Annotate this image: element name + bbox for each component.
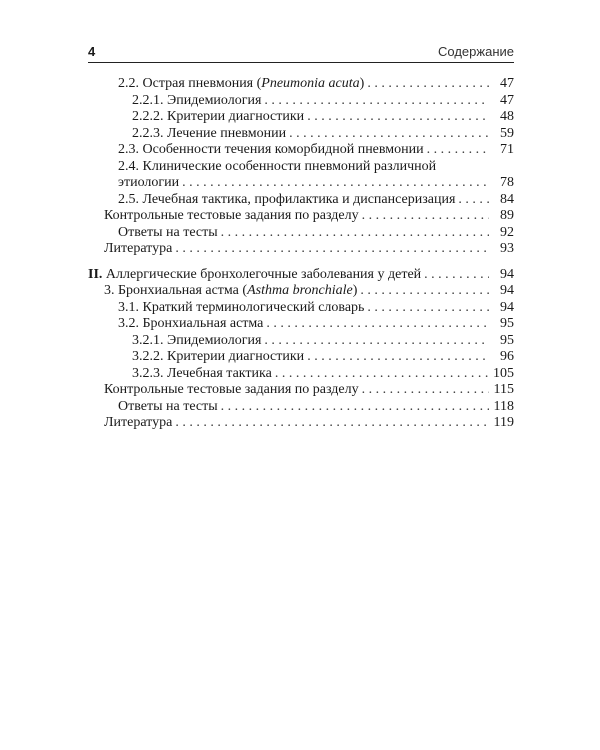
toc-entry-label: 3.2.3. Лечебная тактика: [132, 365, 272, 381]
toc-page-number: 119: [493, 415, 514, 430]
toc-page-number: 93: [500, 241, 514, 256]
toc-page-number: 71: [500, 142, 514, 157]
toc-leader-dots: [289, 126, 489, 143]
toc-entry-label: Контрольные тестовые задания по разделу: [104, 208, 359, 223]
toc-page-number: 96: [500, 349, 514, 364]
toc-leader-dots: [424, 267, 489, 284]
toc-leader-dots: [221, 399, 489, 416]
chapter-number: II.: [88, 266, 103, 282]
toc-page-number: 78: [500, 175, 514, 190]
toc-entry-label: этиологии: [118, 175, 180, 190]
toc-leader-dots: [175, 241, 489, 258]
toc-page-number: 105: [493, 365, 514, 381]
toc-leader-dots: [266, 316, 489, 333]
toc-page-number: 94: [500, 266, 514, 282]
toc-entry-label: Контрольные тестовые задания по разделу: [104, 382, 359, 397]
toc-entry-chapter[interactable]: [88, 267, 514, 284]
toc-entry-label: 3.2.2. Критерии диагностики: [132, 349, 305, 364]
toc-entry[interactable]: [88, 283, 514, 300]
toc-leader-dots: [264, 93, 489, 110]
toc-page-number: 94: [500, 283, 514, 298]
toc-entry[interactable]: [88, 76, 514, 93]
toc-leader-dots: [182, 175, 489, 192]
toc-entry[interactable]: [88, 142, 514, 159]
toc-entry-label: 3.1. Краткий терминологический словарь: [118, 299, 365, 315]
toc-entry[interactable]: [88, 349, 514, 366]
toc-page-number: 94: [500, 299, 514, 315]
toc-leader-dots: [427, 142, 489, 159]
toc-page-number: 84: [500, 191, 514, 207]
table-of-contents: [88, 76, 514, 432]
toc-entry-label: Ответы на тесты: [118, 398, 218, 414]
toc-page-number: 59: [500, 125, 514, 141]
toc-entry-label: 2.3. Особенности течения коморбидной пневмонии: [118, 142, 424, 157]
toc-page-number: 47: [500, 92, 514, 108]
toc-entry[interactable]: [88, 159, 514, 176]
toc-entry[interactable]: [88, 241, 514, 258]
toc-entry[interactable]: [88, 333, 514, 350]
toc-entry[interactable]: [88, 192, 514, 209]
toc-entry[interactable]: [88, 225, 514, 242]
toc-leader-dots: [275, 366, 489, 383]
toc-entry-label: 3. Бронхиальная астма (Asthma bronchiale): [104, 283, 358, 298]
toc-page-number: 47: [500, 76, 514, 91]
toc-leader-dots: [264, 333, 489, 350]
toc-entry[interactable]: [88, 93, 514, 110]
toc-entry[interactable]: [88, 300, 514, 317]
toc-leader-dots: [362, 382, 489, 399]
toc-page-number: 89: [500, 208, 514, 223]
toc-leader-dots: [307, 109, 489, 126]
toc-entry[interactable]: [88, 399, 514, 416]
toc-leader-dots: [360, 283, 489, 300]
toc-leader-dots: [458, 192, 489, 209]
toc-entry-label: II. Аллергические бронхолегочные заболевания у детей: [88, 266, 422, 282]
toc-entry-label: 2.2. Острая пневмония (Pneumonia acuta): [118, 76, 365, 91]
toc-entry-label: 3.2.1. Эпидемиология: [132, 332, 262, 348]
toc-entry-label: 3.2. Бронхиальная астма: [118, 316, 264, 331]
toc-entry-label: 2.2.2. Критерии диагностики: [132, 109, 305, 124]
toc-page-number: 118: [493, 398, 514, 414]
section-gap: [88, 258, 514, 267]
toc-entry[interactable]: [88, 208, 514, 225]
toc-entry-label: 2.5. Лечебная тактика, профилактика и диспансеризация: [118, 191, 456, 207]
toc-entry-label: 2.2.3. Лечение пневмонии: [132, 125, 287, 141]
toc-leader-dots: [175, 415, 489, 432]
toc-entry-label: 2.4. Клинические особенности пневмоний различной: [118, 158, 437, 174]
toc-leader-dots: [221, 225, 489, 242]
page-number: 4: [88, 44, 96, 59]
toc-entry-label: 2.2.1. Эпидемиология: [132, 92, 262, 108]
toc-leader-dots: [362, 208, 489, 225]
toc-entry-label: Литература: [104, 415, 173, 430]
toc-page-number: 48: [500, 109, 514, 124]
toc-leader-dots: [307, 349, 489, 366]
toc-entry[interactable]: [88, 316, 514, 333]
running-title: Содержание: [438, 44, 514, 59]
toc-entry[interactable]: [88, 382, 514, 399]
toc-page-number: 95: [500, 332, 514, 348]
toc-entry-label: Ответы на тесты: [118, 224, 218, 240]
toc-entry[interactable]: [88, 126, 514, 143]
toc-entry-label: Литература: [104, 241, 173, 256]
toc-entry-continuation[interactable]: [88, 175, 514, 192]
toc-entry[interactable]: [88, 366, 514, 383]
toc-entry[interactable]: [88, 109, 514, 126]
toc-page-number: 95: [500, 316, 514, 331]
page-header: [88, 40, 514, 63]
toc-leader-dots: [367, 76, 489, 93]
toc-leader-dots: [367, 300, 489, 317]
toc-page-number: 115: [493, 382, 514, 397]
toc-page-number: 92: [500, 224, 514, 240]
toc-entry[interactable]: [88, 415, 514, 432]
